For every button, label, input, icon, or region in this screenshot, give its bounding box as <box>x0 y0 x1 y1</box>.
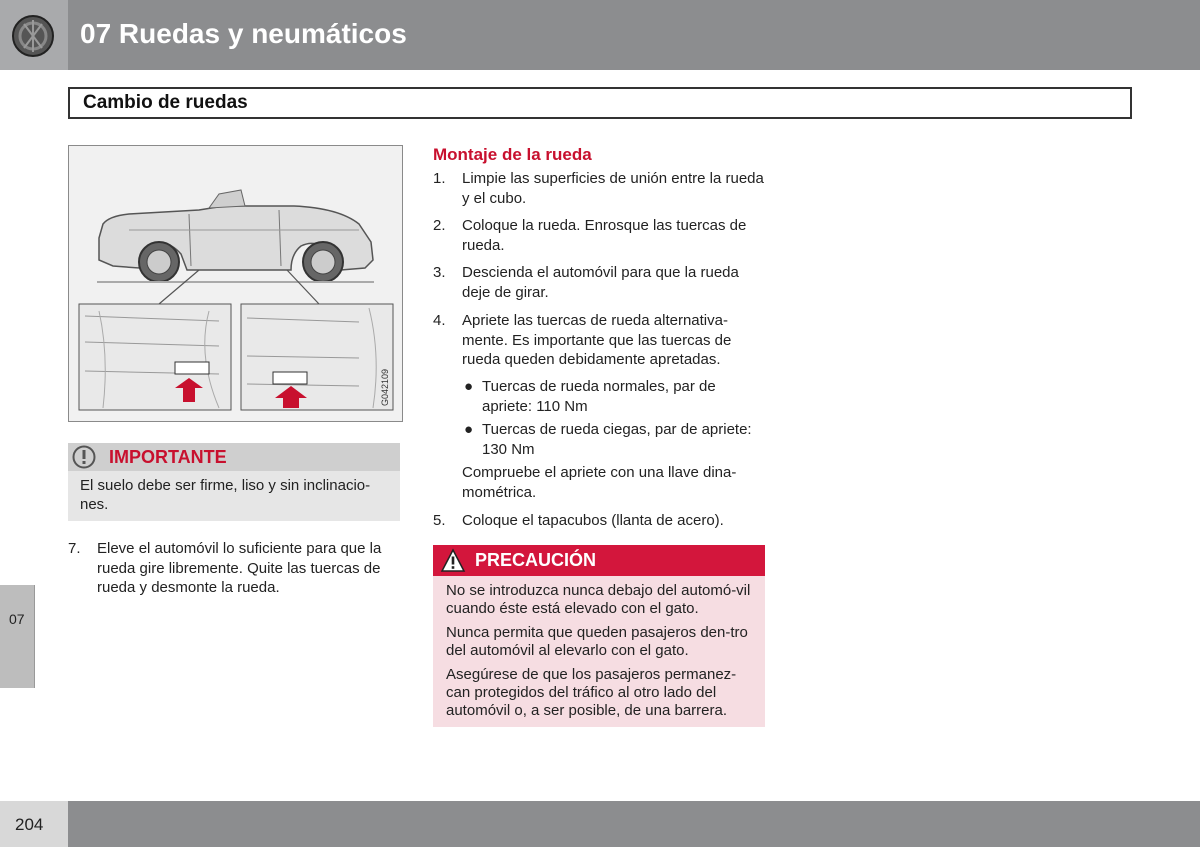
tire-icon <box>0 0 68 70</box>
step-text: Coloque el tapacubos (llanta de acero). <box>462 512 724 529</box>
footer-bar <box>68 801 1200 847</box>
section-title: Cambio de ruedas <box>83 92 248 113</box>
step-number: 1. <box>433 170 446 187</box>
caution-paragraph-1: No se introduzca nunca debajo del automó-vil cuando éste está elevado con el gato. <box>446 582 751 617</box>
step-text: Eleve el automóvil lo suficiente para que la rueda gire libremente. Quite las tuercas de rueda y desmonte la rueda. <box>97 540 382 596</box>
warning-triangle-icon <box>440 548 466 573</box>
step-number: 3. <box>433 264 446 281</box>
step-text: Coloque la rueda. Enrosque las tuercas de rueda. <box>462 217 747 254</box>
figure-code: G042109 <box>380 368 390 406</box>
important-header <box>68 443 400 471</box>
side-tab-label: 07 <box>9 611 25 627</box>
bullet-text: Tuercas de rueda normales, par de apriete: 110 Nm <box>482 378 716 415</box>
step-number: 5. <box>433 512 446 529</box>
step-number: 2. <box>433 217 446 234</box>
exclamation-icon <box>72 445 96 469</box>
torque-check-note: Compruebe el apriete con una llave dina-mométrica. <box>462 464 737 501</box>
step-text: Descienda el automóvil para que la rueda deje de girar. <box>462 264 739 301</box>
page-number: 204 <box>15 815 44 834</box>
step-number: 4. <box>433 312 446 329</box>
step-number: 7. <box>68 540 81 557</box>
bullet-dot: ● <box>464 421 474 438</box>
caution-paragraph-3: Asegúrese de que los pasajeros permanez-can protegidos del tráfico al otro lado del automóvil o, a ser posible, de una barrera. <box>446 666 737 719</box>
caution-header <box>433 545 765 576</box>
important-text: El suelo debe ser firme, liso y sin inclinacio-nes. <box>80 477 371 513</box>
step-text: Limpie las superficies de unión entre la rueda y el cubo. <box>462 170 764 207</box>
important-title: IMPORTANTE <box>109 447 227 467</box>
caution-paragraph-2: Nunca permita que queden pasajeros den-tro del automóvil al elevarlo con el gato. <box>446 624 748 659</box>
bullet-dot: ● <box>464 378 474 395</box>
important-box <box>68 443 400 521</box>
section-title-box <box>68 87 1132 119</box>
illustration-figure <box>68 145 403 422</box>
chapter-title: 07 Ruedas y neumáticos <box>80 18 407 49</box>
caution-box <box>433 545 765 727</box>
chapter-icon-box <box>0 0 68 70</box>
step-text: Apriete las tuercas de rueda alternativa-mente. Es importante que las tuercas de rueda queden debidamente apretadas. <box>462 312 732 368</box>
bullet-text: Tuercas de rueda ciegas, par de apriete: 130 Nm <box>482 421 752 458</box>
mount-heading: Montaje de la rueda <box>433 145 592 164</box>
chapter-side-tab <box>0 585 35 688</box>
car-jack-points-illustration <box>69 146 402 421</box>
caution-title: PRECAUCIÓN <box>475 550 597 570</box>
